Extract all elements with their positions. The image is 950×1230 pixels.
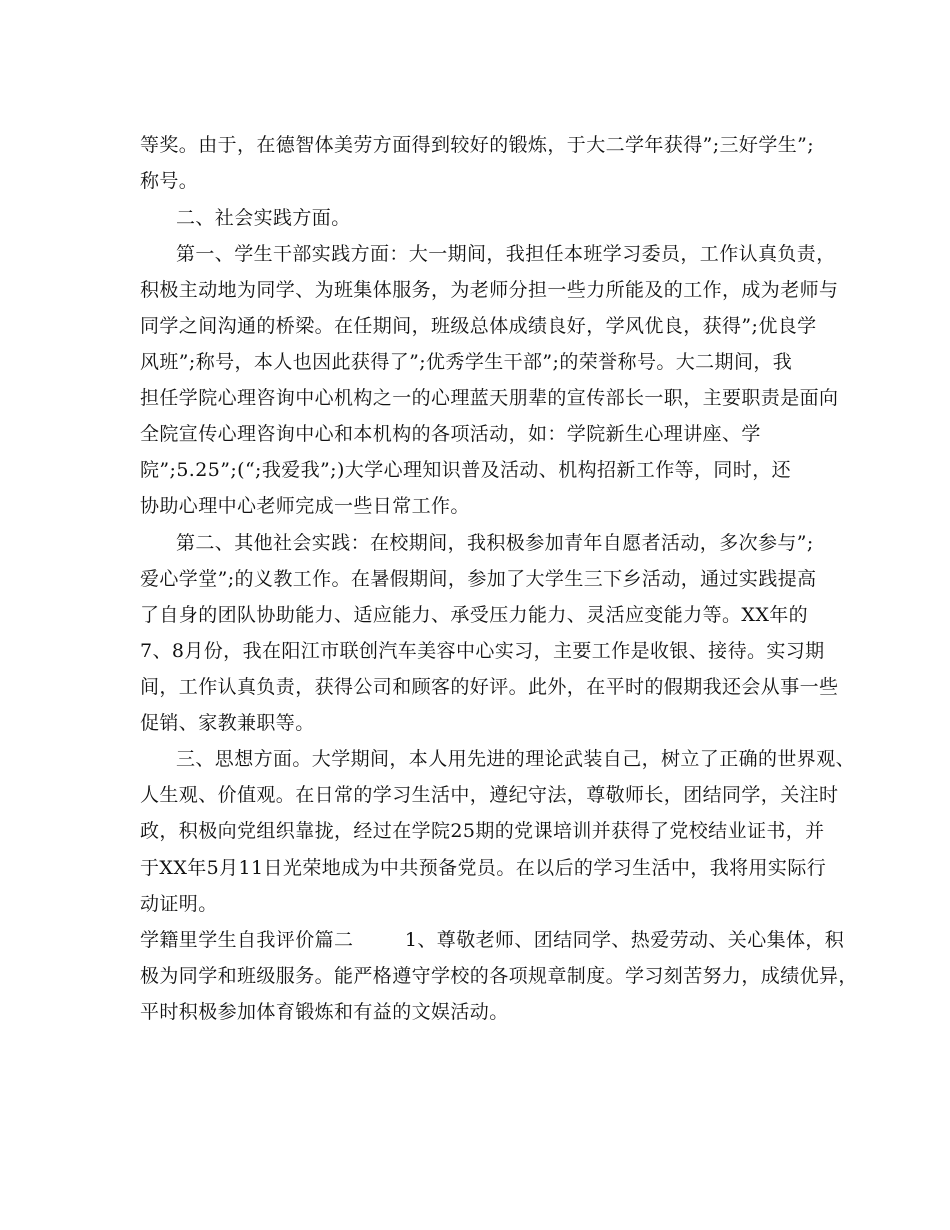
text-line: 人生观、价值观。在日常的学习生活中，遵纪守法，尊敬师长，团结同学，关注时 xyxy=(140,784,839,806)
text-line: 极为同学和班级服务。能严格遵守学校的各项规章制度。学习刻苦努力，成绩优异， xyxy=(140,965,858,987)
text-line: 动证明。 xyxy=(140,893,218,915)
text-line: 风班”;称号，本人也因此获得了”;优秀学生干部”;的荣誉称号。大二期间，我 xyxy=(140,351,793,373)
section-heading: 二、社会实践方面。 xyxy=(176,207,351,229)
text-line: 政，积极向党组织靠拢，经过在学院25期的党课培训并获得了党校结业证书，并 xyxy=(140,820,825,842)
text-line: 学籍里学生自我评价篇二 1、尊敬老师、团结同学、热爱劳动、关心集体，积 xyxy=(140,929,845,951)
text-line: 等奖。由于，在德智体美劳方面得到较好的锻炼，于大二学年获得”;三好学生”; xyxy=(140,134,815,156)
text-line: 积极主动地为同学、为班集体服务，为老师分担一些力所能及的工作，成为老师与 xyxy=(140,279,839,301)
text-line: 院”;5.25”;(“;我爱我”;)大学心理知识普及活动、机构招新工作等，同时，还 xyxy=(140,459,791,481)
text-line: 称号。 xyxy=(140,170,199,192)
text-line: 平时积极参加体育锻炼和有益的文娱活动。 xyxy=(140,1001,509,1023)
text-line: 同学之间沟通的桥梁。在任期间，班级总体成绩良好，学风优良，获得”;优良学 xyxy=(140,315,817,337)
text-line: 了自身的团队协助能力、适应能力、承受压力能力、灵活应变能力等。XX年的 xyxy=(140,604,809,626)
text-line: 爱心学堂”;的义教工作。在暑假期间，参加了大学生三下乡活动，通过实践提高 xyxy=(140,568,817,590)
text-line: 7、8月份，我在阳江市联创汽车美容中心实习，主要工作是收银、接待。实习期 xyxy=(140,640,825,662)
text-line: 于XX年5月11日光荣地成为中共预备党员。在以后的学习生活中，我将用实际行 xyxy=(140,857,827,879)
text-line: 全院宣传心理咨询中心和本机构的各项活动，如：学院新生心理讲座、学 xyxy=(140,423,761,445)
text-line: 协助心理中心老师完成一些日常工作。 xyxy=(140,495,470,517)
text-line: 第一、学生干部实践方面：大一期间，我担任本班学习委员，工作认真负责， xyxy=(176,243,836,265)
text-line: 间，工作认真负责，获得公司和顾客的好评。此外，在平时的假期我还会从事一些 xyxy=(140,676,839,698)
text-line: 三、思想方面。大学期间，本人用先进的理论武装自己，树立了正确的世界观、 xyxy=(176,748,856,770)
text-line: 第二、其他社会实践：在校期间，我积极参加青年自愿者活动，多次参与”; xyxy=(176,532,814,554)
text-line: 担任学院心理咨询中心机构之一的心理蓝天朋辈的宣传部长一职，主要职责是面向 xyxy=(140,387,839,409)
text-line: 促销、家教兼职等。 xyxy=(140,712,315,734)
